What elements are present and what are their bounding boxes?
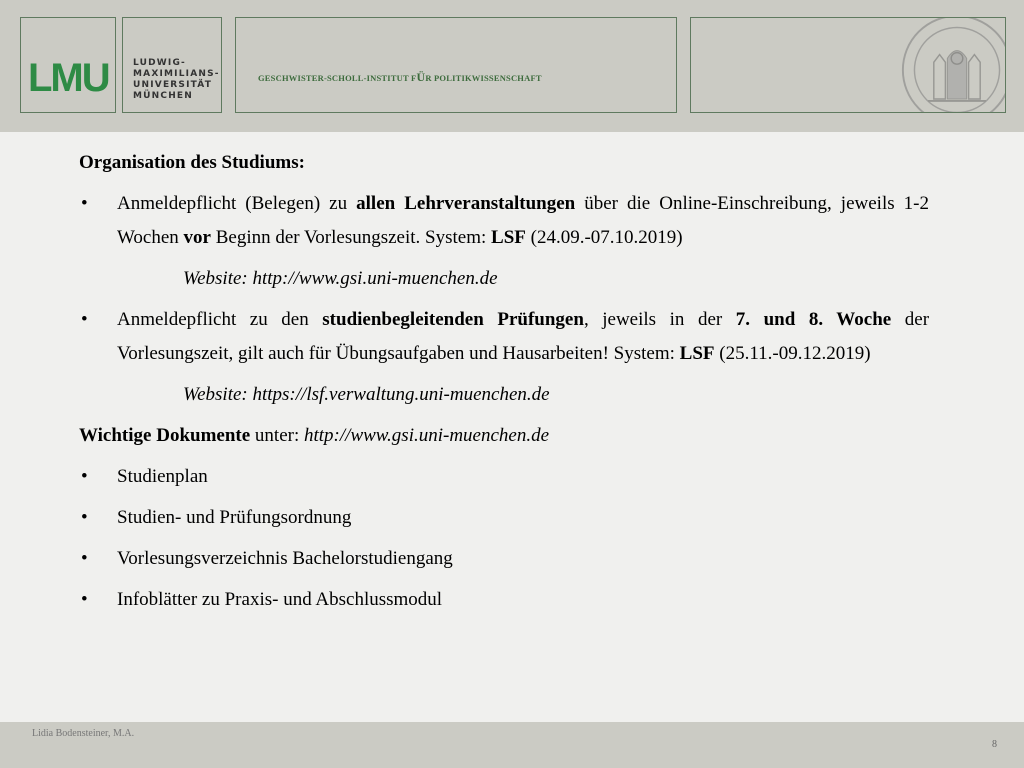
website-link-lsf[interactable]: Website: https://lsf.verwaltung.uni-muenchen.de — [183, 384, 550, 405]
documents-link[interactable]: http://www.gsi.uni-muenchen.de — [304, 425, 550, 446]
bullet-icon: • — [81, 193, 88, 214]
emphasis: studienbegleitenden Prüfungen — [322, 309, 584, 330]
text-run: Wochen — [117, 227, 184, 248]
footer-author: Lidia Bodensteiner, M.A. — [32, 728, 135, 739]
emphasis: LSF — [491, 227, 526, 248]
page-number: 8 — [992, 739, 997, 750]
text-run: Vorlesungszeit, gilt auch für Übungsaufgaben und Hausarbeiten! System: — [117, 343, 680, 364]
bullet-text-line — [117, 337, 929, 371]
university-name-box — [122, 17, 222, 113]
bullet-registration-courses — [79, 187, 929, 255]
seal-box — [690, 17, 1006, 113]
text-run: , jeweils in der — [583, 309, 736, 330]
text-run: über die Online-Einschreibung, jeweils 1-2 — [575, 193, 929, 214]
text-run: der — [891, 309, 930, 330]
text-run: unter: — [250, 425, 304, 446]
university-line: MÜNCHEN — [133, 91, 194, 101]
bullet-icon: • — [81, 466, 88, 487]
bullet-text — [117, 187, 929, 221]
bullet-icon: • — [81, 309, 88, 330]
bullet-icon: • — [81, 589, 88, 610]
emphasis: 7. und 8. Woche — [735, 309, 892, 330]
institute-prefix: GESCHWISTER-SCHOLL-INSTITUT F — [258, 73, 417, 83]
doc-item — [79, 460, 929, 494]
doc-item-label: Studienplan — [117, 466, 208, 487]
bullet-icon: • — [81, 548, 88, 569]
lmu-logo-box — [20, 17, 116, 113]
lmu-logo: LMU — [28, 56, 109, 100]
doc-item — [79, 583, 929, 617]
text-run: (25.11.-09.12.2019) — [714, 343, 871, 364]
institute-big-letter: Ü — [416, 70, 426, 84]
doc-item — [79, 501, 929, 535]
text-run: Anmeldepflicht (Belegen) zu — [117, 193, 357, 214]
emphasis: allen Lehrveranstaltungen — [356, 193, 576, 214]
text-run: Beginn der Vorlesungszeit. System: — [210, 227, 492, 248]
header-bar — [0, 0, 1024, 132]
text-run: Anmeldepflicht zu den — [117, 309, 323, 330]
institute-box — [235, 17, 677, 113]
bullet-text — [117, 303, 929, 337]
heading-text: Organisation des Studiums: — [79, 152, 305, 173]
doc-item-label: Studien- und Prüfungsordnung — [117, 507, 352, 528]
institute-suffix: R POLITIKWISSENSCHAFT — [425, 73, 542, 83]
emphasis: Wichtige Dokumente — [79, 425, 251, 446]
university-seal-icon — [899, 17, 1006, 113]
website-link-gsi[interactable]: Website: http://www.gsi.uni-muenchen.de — [183, 268, 498, 289]
bullet-registration-exams — [79, 303, 929, 371]
university-line: LUDWIG- — [133, 58, 186, 68]
university-name — [133, 58, 220, 102]
doc-item — [79, 542, 929, 576]
documents-heading — [79, 419, 929, 453]
doc-item-label: Vorlesungsverzeichnis Bachelorstudiengang — [117, 548, 453, 569]
text-run: (24.09.-07.10.2019) — [525, 227, 683, 248]
emphasis: LSF — [679, 343, 715, 364]
university-line: MAXIMILIANS- — [133, 69, 220, 79]
slide-content — [79, 146, 929, 617]
bullet-text-line — [117, 221, 929, 255]
institute-name — [258, 70, 542, 85]
section-heading — [79, 146, 929, 180]
footer-bar — [0, 722, 1024, 768]
bullet-icon: • — [81, 507, 88, 528]
doc-item-label: Infoblätter zu Praxis- und Abschlussmodul — [117, 589, 443, 610]
emphasis: vor — [183, 227, 211, 248]
university-line: UNIVERSITÄT — [133, 80, 213, 90]
